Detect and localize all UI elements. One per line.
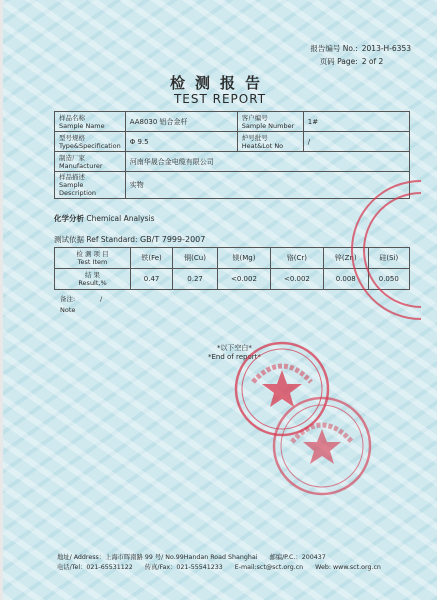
certification-seal-stamp [268, 392, 376, 500]
sample-number-label [237, 112, 303, 132]
result-si: 0.050 [368, 269, 409, 290]
sample-name-label-en: Sample Name [59, 121, 105, 130]
type-value: Φ 9.5 [125, 132, 237, 152]
element-zn-header: 锌(Zn) [323, 248, 368, 269]
result-zn: 0.008 [323, 269, 368, 290]
heat-label-cn: 炉号批号 [241, 133, 268, 142]
sample-name-value: AA8030 铝合金杆 [125, 112, 237, 132]
footer-email: E-mail:sct@sct.org.cn [234, 564, 304, 571]
footer-fax: 传真/Fax：021-55541233 [144, 564, 223, 571]
description-label [55, 172, 126, 199]
info-row-sample-name [55, 112, 410, 132]
note-block [60, 294, 103, 316]
description-label-en: Sample Description [59, 181, 97, 197]
element-mg-header: 镁(Mg) [218, 248, 271, 269]
report-meta [308, 42, 411, 68]
end-of-report-en: *End of report* [208, 353, 261, 361]
page-label: 页码 Page: [319, 57, 358, 66]
element-cu-header: 铜(Cu) [173, 248, 218, 269]
footer-line-2 [57, 563, 391, 573]
test-item-label-en: Test Item [77, 258, 108, 266]
edge-seal-stamp [346, 175, 424, 325]
element-si-header: 硅(Si) [368, 248, 409, 269]
heat-label-en: Heat&Lot No [241, 141, 284, 150]
heat-label [237, 132, 303, 152]
sample-name-label [55, 112, 126, 132]
type-label-cn: 型号规格 [59, 133, 85, 142]
result-label [55, 269, 131, 290]
note-value: / [100, 295, 103, 303]
result-fe: 0.47 [131, 269, 173, 290]
chem-section-title [54, 213, 154, 224]
description-label-cn: 样品描述 [59, 173, 85, 181]
report-number-value: 2013-H-6353 [361, 44, 411, 53]
chem-standard-value: GB/T 7999-2007 [139, 235, 206, 244]
sample-number-label-en: Sample Number [241, 121, 295, 130]
report-number-label: 报告编号 No.: [310, 44, 358, 53]
chem-standard-label: 测试依据 Ref Standard: [54, 235, 138, 244]
type-label-en: Type&Specification [59, 141, 121, 150]
footer-zip: 邮编/P.C.：200437 [269, 554, 326, 561]
manufacturer-label-en: Manufacturer [59, 161, 103, 170]
chem-standard [54, 234, 205, 245]
result-cr: <0.002 [270, 269, 323, 290]
description-value: 实物 [125, 172, 409, 199]
footer-tel: 电话/Tel：021-65531122 [57, 564, 133, 571]
footer-line-1 [57, 553, 391, 563]
chem-title-en: Chemical Analysis [86, 214, 155, 223]
manufacturer-label [55, 152, 126, 172]
type-label [55, 132, 126, 152]
element-fe-header: 铁(Fe) [131, 248, 173, 269]
manufacturer-label-cn: 制造厂家 [59, 153, 85, 162]
element-cr-header: 铬(Cr) [270, 248, 323, 269]
title-chinese: 检测报告 [169, 74, 270, 92]
chem-title-cn: 化学分析 [54, 214, 84, 223]
note-label-en: Note [60, 306, 76, 314]
note-label-cn: 备注: [60, 295, 76, 303]
page-value: 2 of 2 [361, 57, 384, 66]
result-label-cn: 结 果 [84, 271, 101, 279]
sample-name-label-cn: 样品名称 [59, 113, 85, 122]
sample-number-value: 1# [303, 112, 409, 132]
manufacturer-value: 河南华晟合金电缆有限公司 [125, 152, 409, 172]
test-item-label [55, 248, 131, 269]
end-of-report-cn: *以下空白* [216, 344, 252, 352]
result-cu: 0.27 [173, 269, 218, 290]
result-mg: <0.002 [218, 269, 271, 290]
result-label-en: Result,% [78, 279, 107, 287]
heat-value: / [303, 132, 409, 152]
footer-contact [57, 553, 391, 573]
footer-web: Web: www.sct.org.cn [315, 564, 381, 571]
info-row-manufacturer [55, 152, 410, 172]
title-english: TEST REPORT [173, 92, 267, 106]
sample-number-label-cn: 客户编号 [241, 113, 268, 122]
test-item-label-cn: 检 测 项 目 [76, 250, 109, 258]
info-row-type [55, 132, 410, 152]
footer-address: 地址/ Address：上海市晖南路 99 号/ No.99Handan Road Shanghai [57, 554, 258, 561]
